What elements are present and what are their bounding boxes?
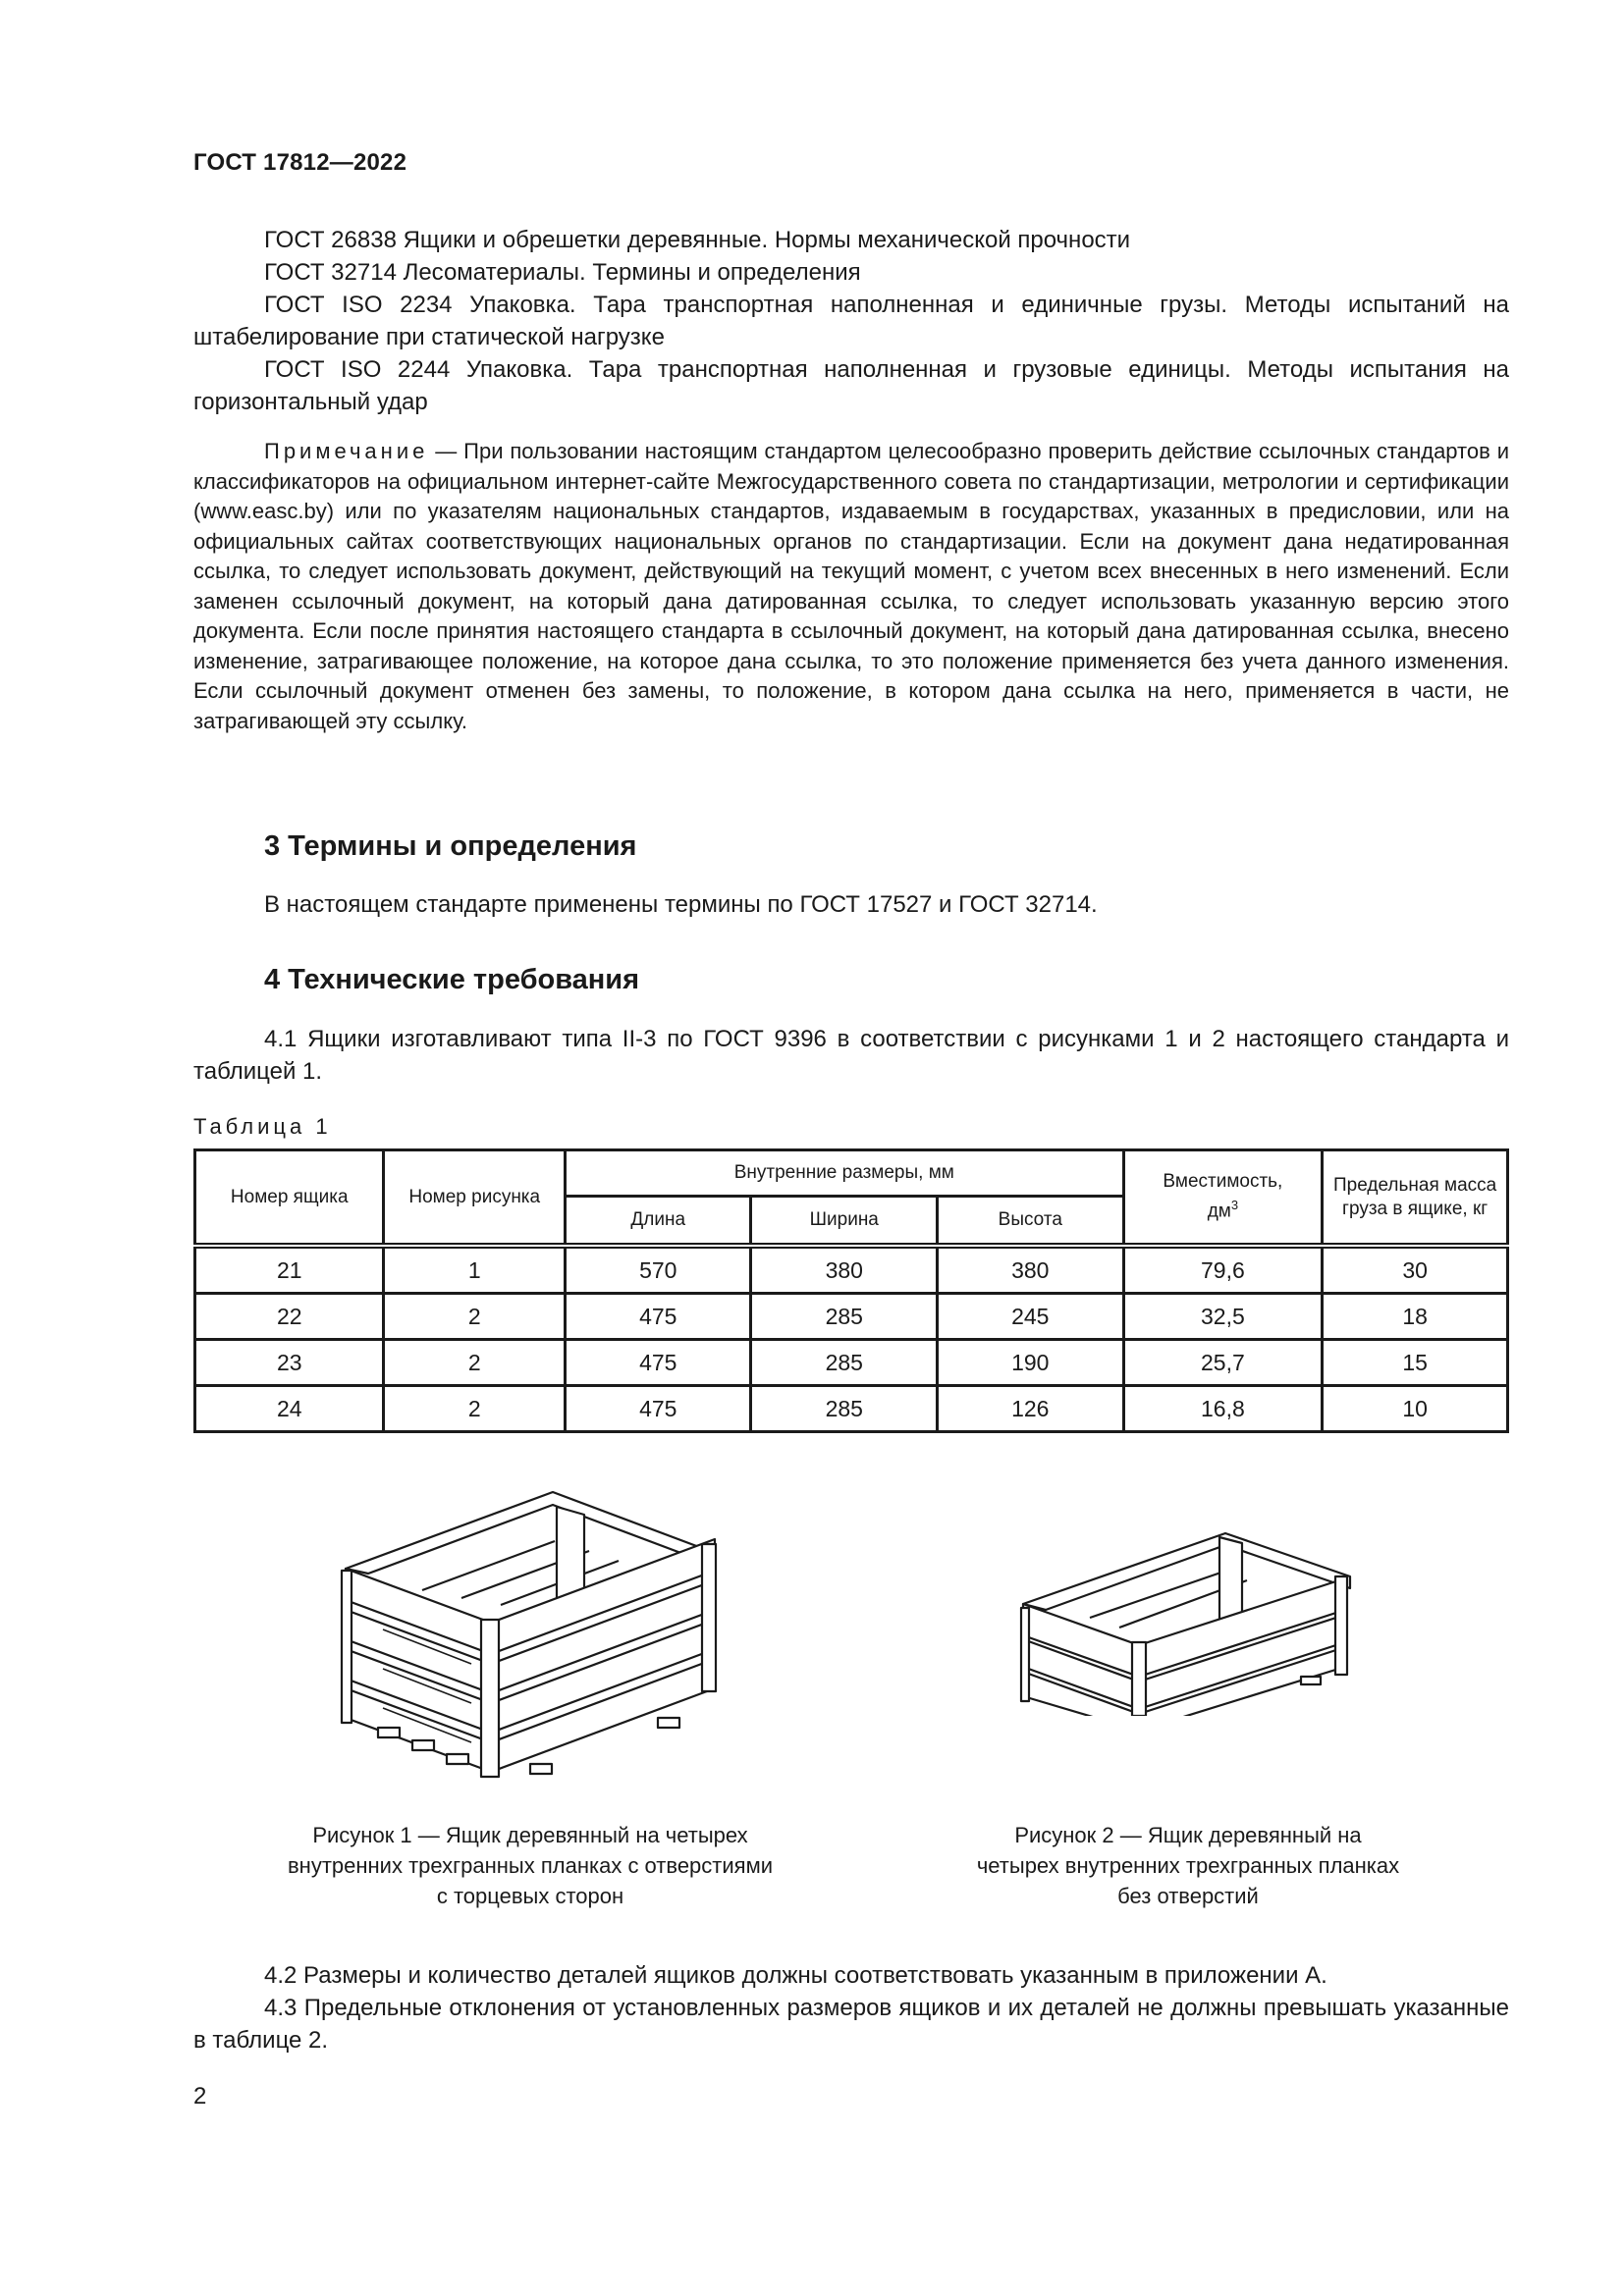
cell-width: 285 xyxy=(751,1340,938,1386)
cell-capacity: 16,8 xyxy=(1123,1386,1323,1432)
figure-2-crate-drawing xyxy=(1011,1520,1365,1716)
section-3-body xyxy=(193,888,1509,921)
cell-height: 190 xyxy=(938,1340,1124,1386)
cell-width: 285 xyxy=(751,1294,938,1340)
clause-4-1: 4.1 Ящики изготавливают типа II-3 по ГОСТ 9396 в соответствии с рисунками 1 и 2 настоящего стандарта и таблицей 1. xyxy=(193,1026,1509,1085)
document-header-id: ГОСТ 17812—2022 xyxy=(193,149,407,176)
capacity-unit-exponent: 3 xyxy=(1230,1198,1239,1213)
cell-max-load: 10 xyxy=(1323,1386,1508,1432)
cell-capacity: 79,6 xyxy=(1123,1246,1323,1294)
cell-height: 126 xyxy=(938,1386,1124,1432)
col-header-max-load: Предельная масса груза в ящике, кг xyxy=(1323,1150,1508,1247)
figure-2-caption-line: без отверстий xyxy=(1117,1884,1259,1908)
col-header-box-number: Номер ящика xyxy=(195,1150,384,1247)
col-header-capacity xyxy=(1123,1150,1323,1247)
reference-item: ГОСТ ISO 2234 Упаковка. Тара транспортная наполненная и единичные грузы. Методы испытаний на штабелирование при статической нагрузке xyxy=(193,292,1509,350)
cell-capacity: 32,5 xyxy=(1123,1294,1323,1340)
col-header-height: Высота xyxy=(938,1197,1124,1247)
section-3-text: В настоящем стандарте применены термины по ГОСТ 17527 и ГОСТ 32714. xyxy=(264,891,1098,918)
figure-2-caption-line: Рисунок 2 — Ящик деревянный на xyxy=(1014,1823,1362,1847)
cell-max-load: 30 xyxy=(1323,1246,1508,1294)
cell-figure-number: 2 xyxy=(384,1340,566,1386)
table-row xyxy=(195,1294,1508,1340)
cell-length: 570 xyxy=(566,1246,751,1294)
cell-length: 475 xyxy=(566,1340,751,1386)
cell-height: 380 xyxy=(938,1246,1124,1294)
cell-width: 285 xyxy=(751,1386,938,1432)
clause-4-3: 4.3 Предельные отклонения от установленных размеров ящиков и их деталей не должны превышать указанные в таблице 2. xyxy=(193,1995,1509,2054)
col-header-inner-dims: Внутренние размеры, мм xyxy=(566,1150,1124,1197)
figure-2-caption-line: четырех внутренних трехгранных планках xyxy=(976,1853,1400,1878)
cell-max-load: 18 xyxy=(1323,1294,1508,1340)
figure-1-crate-drawing xyxy=(324,1477,736,1791)
reference-item: ГОСТ 26838 Ящики и обрешетки деревянные. Нормы механической прочности xyxy=(264,227,1131,253)
section-4-1 xyxy=(193,1023,1509,1088)
cell-capacity: 25,7 xyxy=(1123,1340,1323,1386)
figure-2-caption xyxy=(923,1820,1453,1911)
cell-figure-number: 2 xyxy=(384,1386,566,1432)
cell-max-load: 15 xyxy=(1323,1340,1508,1386)
cell-height: 245 xyxy=(938,1294,1124,1340)
figure-1-caption-line: внутренних трехгранных планках с отверстиями xyxy=(287,1853,773,1878)
cell-width: 380 xyxy=(751,1246,938,1294)
reference-item: ГОСТ ISO 2244 Упаковка. Тара транспортная наполненная и грузовые единицы. Методы испытания на горизонтальный удар xyxy=(193,356,1509,415)
capacity-label: Вместимость, xyxy=(1163,1171,1283,1193)
section-3-title: 3 Термины и определения xyxy=(264,830,637,862)
col-header-length: Длина xyxy=(566,1197,751,1247)
table-row xyxy=(195,1246,1508,1294)
cell-figure-number: 1 xyxy=(384,1246,566,1294)
section-4-title: 4 Технические требования xyxy=(264,964,640,995)
note-dash: — xyxy=(428,439,464,463)
cell-box-number: 21 xyxy=(195,1246,384,1294)
cell-length: 475 xyxy=(566,1294,751,1340)
normative-references-list xyxy=(193,224,1509,418)
col-header-width: Ширина xyxy=(751,1197,938,1247)
section-4-clauses xyxy=(193,1959,1509,2056)
note-label: Примечание xyxy=(264,439,429,463)
table-row xyxy=(195,1386,1508,1432)
clause-4-2: 4.2 Размеры и количество деталей ящиков должны соответствовать указанным в приложении А. xyxy=(264,1962,1327,1989)
table-1-caption: Таблица 1 xyxy=(193,1114,332,1139)
cell-box-number: 23 xyxy=(195,1340,384,1386)
cell-box-number: 24 xyxy=(195,1386,384,1432)
cell-length: 475 xyxy=(566,1386,751,1432)
note-text: При пользовании настоящим стандартом целесообразно проверить действие ссылочных стандартов и классификаторов на официальном интернет-сайте Межгосударственного совета по стандартизации, метрологии и сертификации (www.easc.by) или по указателям национальных стандартов, издаваемым в государствах, указанных в предисловии, или на официальных сайтах соответствующих национальных органов по стандартизации. Если на документ дана недатированная ссылка, то следует использовать документ, действующий на текущий момент, с учетом всех внесенных в него изменений. Если заменен ссылочный документ, на который дана датированная ссылка, то следует использовать указанную версию этого документа. Если после принятия настоящего стандарта в ссылочный документ, на который дана датированная ссылка, внесено изменение, затрагивающее положение, на которое дана ссылка, то это положение применяется без учета данного изменения. Если ссылочный документ отменен без замены, то положение, в котором дана ссылка на него, применяется в части, не затрагивающей эту ссылку. xyxy=(193,439,1510,733)
table-1-body xyxy=(195,1246,1508,1432)
capacity-unit: дм xyxy=(1207,1201,1231,1222)
figure-1-caption xyxy=(216,1820,844,1911)
figure-1-caption-line: Рисунок 1 — Ящик деревянный на четырех xyxy=(312,1823,748,1847)
page-number: 2 xyxy=(193,2083,207,2109)
table-row xyxy=(195,1340,1508,1386)
cell-box-number: 22 xyxy=(195,1294,384,1340)
reference-item: ГОСТ 32714 Лесоматериалы. Термины и определения xyxy=(264,259,861,286)
figure-1-caption-line: с торцевых сторон xyxy=(436,1884,624,1908)
cell-figure-number: 2 xyxy=(384,1294,566,1340)
col-header-figure-number: Номер рисунка xyxy=(384,1150,566,1247)
table-1 xyxy=(193,1148,1509,1433)
note-block xyxy=(193,437,1509,736)
